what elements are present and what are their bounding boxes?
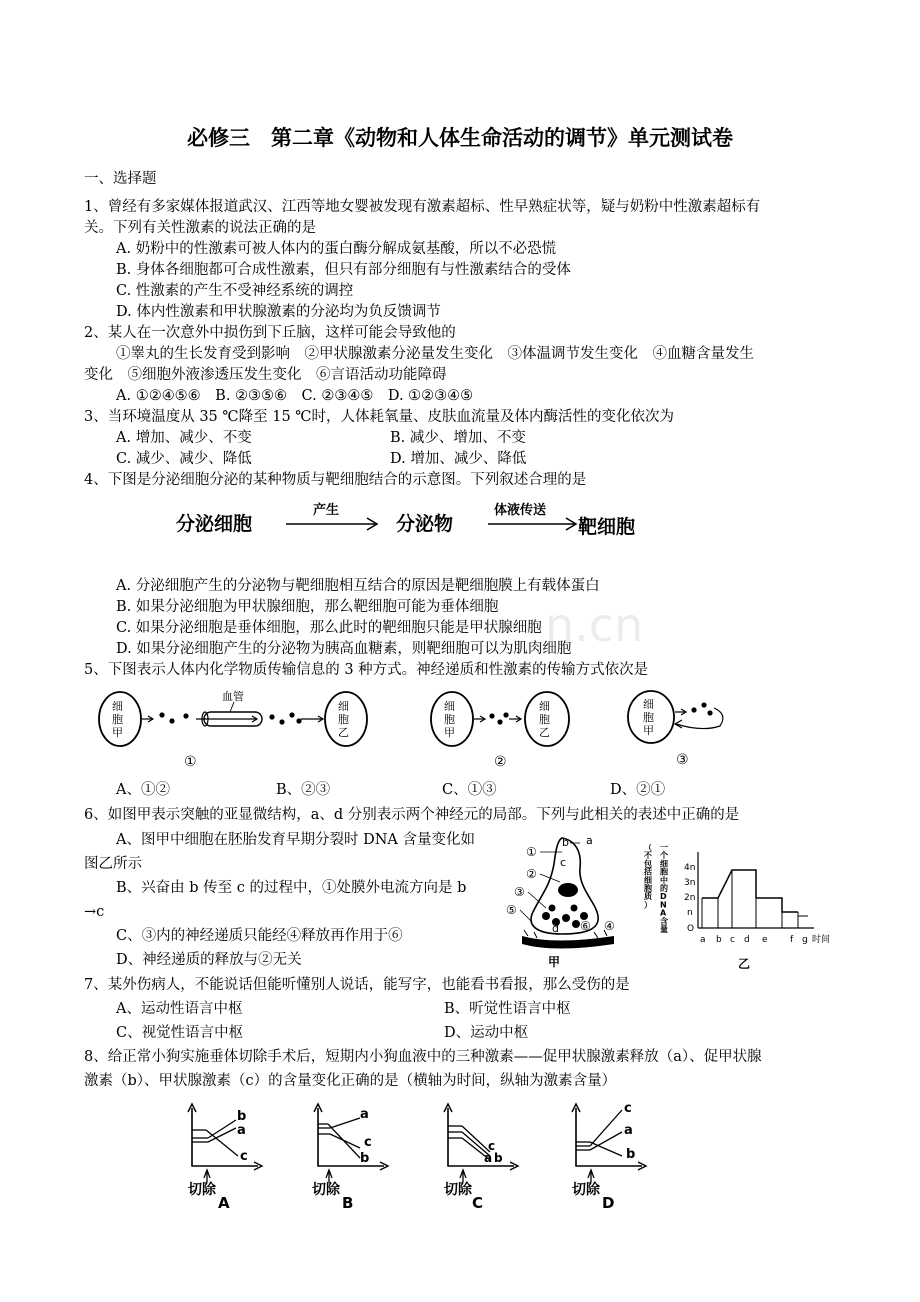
dna-chart-ylabel-char: 胞: [644, 884, 652, 893]
ytick-origin: O: [687, 924, 695, 934]
marker-6: ⑥: [580, 919, 591, 933]
q5-option-a: A、①②: [116, 782, 170, 798]
cell-yi-char3: 乙: [338, 726, 349, 739]
graph-d-label-2: a: [624, 1123, 633, 1138]
graph-b-label-1: a: [360, 1107, 369, 1122]
graph-b-letter: B: [342, 1194, 354, 1212]
page-title: 必修三 第二章《动物和人体生命活动的调节》单元测试卷: [187, 126, 733, 150]
graph-c-letter: C: [472, 1194, 484, 1212]
cell-jia-char1: 细: [112, 700, 123, 713]
dna-chart-ylabel-char: 质: [644, 892, 652, 902]
graph-b-label-2: c: [364, 1135, 372, 1150]
graph-d-label-3: b: [626, 1147, 636, 1162]
graph-c-cut-label: 切除: [444, 1182, 472, 1198]
dna-chart-ylabel-char: 包: [644, 859, 652, 869]
cell-jia-char2: 胞: [444, 713, 455, 726]
q6-option-d: D、神经递质的释放与②无关: [116, 952, 302, 968]
q8-graph-a: [188, 1104, 262, 1212]
figure-yi-label: 乙: [738, 957, 751, 971]
cell-jia-char3: 甲: [112, 726, 123, 739]
q4-option-b: B. 如果分泌细胞为甲状腺细胞，那么靶细胞可能为垂体细胞: [116, 599, 499, 615]
cell-jia-char1: 细: [643, 698, 654, 711]
graph-a-cut-label: 切除: [188, 1182, 216, 1198]
dna-chart-ylabel-char: N: [660, 900, 667, 910]
label-c: c: [560, 856, 567, 869]
q8-graph-d: [572, 1101, 646, 1212]
q8-stem-line1: 8、给正常小狗实施垂体切除手术后，短期内小狗血液中的三种激素——促甲状腺激素释放（a）、促甲状腺: [84, 1049, 762, 1065]
q7-option-a: A、运动性语言中枢: [116, 1001, 243, 1017]
q6-option-b-line1: B、兴奋由 b 传至 c 的过程中，①处膜外电流方向是 b: [116, 880, 467, 896]
dna-chart-ylabel-char: （: [644, 844, 652, 852]
q8-hormone-graphs: [176, 1098, 652, 1212]
dna-chart-ylabel: [643, 844, 669, 934]
marker-5: ⑤: [506, 903, 517, 917]
dna-chart-ylabel-char: ）: [644, 900, 652, 910]
q5-transport-diagram: [96, 686, 736, 770]
transport-mode-2: [431, 692, 569, 770]
q4-stem: 4、下图是分泌细胞分泌的某种物质与靶细胞结合的示意图。下列叙述合理的是: [84, 472, 587, 488]
q6-option-a-line2: 图乙所示: [84, 856, 142, 872]
flow-node-secretion: 分泌物: [396, 513, 454, 535]
dna-chart-dividers: [702, 870, 798, 928]
xtick-c: c: [730, 935, 735, 945]
q7-option-c: C、视觉性语言中枢: [116, 1025, 244, 1041]
graph-c-label-1: c: [488, 1139, 496, 1153]
graph-c-label-3: b: [494, 1151, 503, 1165]
dna-chart-ylabel-char: 含: [660, 916, 668, 926]
cell-jia-char2: 胞: [112, 713, 123, 726]
ytick-3n: 3n: [684, 878, 696, 888]
q5-option-b: B、②③: [276, 782, 331, 798]
q8-stem-line2: 激素（b）、甲状腺激素（c）的含量变化正确的是（横轴为时间，纵轴为激素含量）: [84, 1073, 617, 1089]
q3-option-d: D. 增加、减少、降低: [390, 451, 527, 467]
ytick-4n: 4n: [684, 863, 696, 873]
transport-mode-3: [628, 691, 723, 768]
dna-content-line: [702, 870, 798, 912]
q6-dna-chart: [632, 844, 844, 974]
cell-yi-char1: 细: [539, 700, 550, 713]
cell-jia-char3: 甲: [444, 726, 455, 739]
graph-a-label-1: b: [237, 1109, 247, 1124]
dna-chart-xlabel: 时间: [812, 935, 831, 945]
dna-chart-ylabel-char: 个: [660, 851, 668, 861]
graph-b-cut-label: 切除: [312, 1182, 340, 1198]
dna-chart-ylabel-char: 细: [644, 875, 652, 885]
figure-jia-label: 甲: [548, 955, 561, 969]
watermark: n.cn: [545, 598, 644, 652]
q5-option-c: C、①③: [442, 782, 497, 798]
marker-4: ④: [604, 919, 615, 933]
graph-d-cut-label: 切除: [572, 1182, 600, 1198]
q7-option-d: D、运动中枢: [444, 1025, 529, 1041]
flow-arrow-1-label: 产生: [313, 503, 340, 518]
mitochondrion: [558, 883, 578, 897]
q3-option-c: C. 减少、减少、降低: [116, 451, 252, 467]
q2-options: A. ①②④⑤⑥ B. ②③⑤⑥ C. ②③④⑤ D. ①②③④⑤: [116, 388, 474, 404]
dna-chart-ylabel-char: 中: [660, 875, 668, 885]
q1-option-a: A. 奶粉中的性激素可被人体内的蛋白酶分解成氨基酸，所以不必恐慌: [116, 241, 557, 257]
cell-jia-char3: 甲: [643, 724, 654, 737]
label-d: d: [552, 922, 559, 935]
postsynaptic-membrane: [522, 936, 614, 949]
section-heading: 一、选择题: [84, 171, 157, 187]
q2-items-line2: 变化 ⑤细胞外液渗透压发生变化 ⑥言语活动功能障碍: [84, 367, 447, 383]
label-b: b: [562, 836, 569, 849]
mode-2-number: ②: [494, 754, 507, 770]
mode-3-number: ③: [676, 752, 689, 768]
q2-items-line1: ①睾丸的生长发育受到影响 ②甲状腺激素分泌量发生变化 ③体温调节发生变化 ④血糖含量发生: [116, 346, 754, 362]
q4-option-c: C. 如果分泌细胞是垂体细胞，那么此时的靶细胞只能是甲状腺细胞: [116, 620, 542, 636]
graph-a-label-2: a: [237, 1123, 246, 1138]
q6-option-b-line2: →c: [84, 904, 105, 920]
flow-node-secretory-cell: 分泌细胞: [176, 513, 253, 535]
dna-chart-ylabel-char: 一: [660, 844, 668, 852]
blood-vessel-label: 血管: [222, 690, 244, 703]
q4-option-d: D. 如果分泌细胞产生的分泌物为胰高血糖素，则靶细胞可以为肌肉细胞: [116, 641, 572, 657]
q3-option-b: B. 减少、增加、不变: [390, 430, 526, 446]
q8-graph-c: [444, 1104, 518, 1212]
flow-arrow-2-label: 体液传送: [494, 503, 547, 518]
dna-chart-ylabel-char: 量: [660, 925, 668, 934]
dna-chart-ylabel-char: 细: [660, 859, 668, 869]
marker-3: ③: [514, 885, 525, 899]
q5-option-d: D、②①: [610, 782, 666, 798]
q6-stem: 6、如图甲表示突触的亚显微结构，a、d 分别表示两个神经元的局部。下列与此相关的表述中正确的是: [84, 807, 740, 823]
graph-a-label-3: c: [240, 1149, 248, 1164]
graph-d-letter: D: [602, 1194, 615, 1212]
dna-chart-ylabel-char: D: [660, 892, 667, 902]
q1-option-d: D. 体内性激素和甲状腺激素的分泌均为负反馈调节: [116, 304, 441, 320]
flow-node-target-cell: 靶细胞: [578, 516, 636, 538]
dna-chart-ylabel-char: 胞: [660, 867, 668, 877]
q4-option-a: A. 分泌细胞产生的分泌物与靶细胞相互结合的原因是靶细胞膜上有载体蛋白: [116, 578, 600, 594]
marker-2: ②: [526, 867, 537, 881]
q3-stem: 3、当环境温度从 35 ℃降至 15 ℃时，人体耗氧量、皮肤血流量及体内酶活性的变化依次为: [84, 409, 675, 425]
q3-option-a: A. 增加、减少、不变: [116, 430, 252, 446]
dna-chart-ylabel-char: 括: [644, 867, 652, 877]
q6-synapse-figure: [504, 834, 626, 972]
q1-option-b: B. 身体各细胞都可合成性激素，但只有部分细胞有与性激素结合的受体: [116, 262, 571, 278]
graph-c-label-2: a: [484, 1151, 493, 1165]
xtick-b: b: [716, 935, 722, 945]
graph-a-letter: A: [218, 1194, 230, 1212]
q1-option-c: C. 性激素的产生不受神经系统的调控: [116, 283, 354, 299]
q1-stem-line2: 关。下列有关性激素的说法正确的是: [84, 220, 316, 236]
marker-1: ①: [526, 845, 537, 859]
cell-yi-char2: 胞: [539, 713, 550, 726]
q7-option-b: B、听觉性语言中枢: [444, 1001, 571, 1017]
dna-chart-ylabel-char: 的: [660, 884, 668, 893]
q7-stem: 7、某外伤病人，不能说话但能听懂别人说话，能写字，也能看书看报，那么受伤的是: [84, 977, 630, 993]
transport-mode-1: [99, 689, 367, 770]
graph-d-label-1: c: [624, 1101, 632, 1116]
dna-chart-ylabel-char: A: [660, 908, 667, 918]
label-a: a: [586, 834, 593, 847]
q8-graph-b: [312, 1104, 388, 1212]
q6-option-c: C、③内的神经递质只能经④释放再作用于⑥: [116, 928, 403, 944]
cell-yi-char1: 细: [338, 700, 349, 713]
ytick-n: n: [687, 908, 693, 918]
xtick-e: e: [762, 935, 768, 945]
q4-flow-diagram: [170, 494, 660, 544]
q1-stem-line1: 1、曾经有多家媒体报道武汉、江西等地女婴被发现有激素超标、性早熟症状等，疑与奶粉中性激素超标有: [84, 199, 761, 215]
cell-jia-char2: 胞: [643, 711, 654, 724]
cell-jia-char1: 细: [444, 700, 455, 713]
xtick-d: d: [744, 935, 750, 945]
dna-chart-ylabel-char: 不: [644, 851, 652, 861]
xtick-f: f: [790, 935, 794, 945]
cell-yi-char3: 乙: [539, 726, 550, 739]
q6-option-a-line1: A、图甲中细胞在胚胎发育早期分裂时 DNA 含量变化如: [116, 832, 475, 848]
xtick-g: g: [802, 935, 808, 945]
q5-stem: 5、下图表示人体内化学物质传输信息的 3 种方式。神经递质和性激素的传输方式依次是: [84, 662, 649, 678]
ytick-2n: 2n: [684, 893, 696, 903]
graph-b-label-3: b: [360, 1151, 370, 1166]
cell-yi-char2: 胞: [338, 713, 349, 726]
xtick-a: a: [700, 935, 706, 945]
q2-stem: 2、某人在一次意外中损伤到下丘脑，这样可能会导致他的: [84, 325, 456, 341]
mode-1-number: ①: [184, 754, 197, 770]
